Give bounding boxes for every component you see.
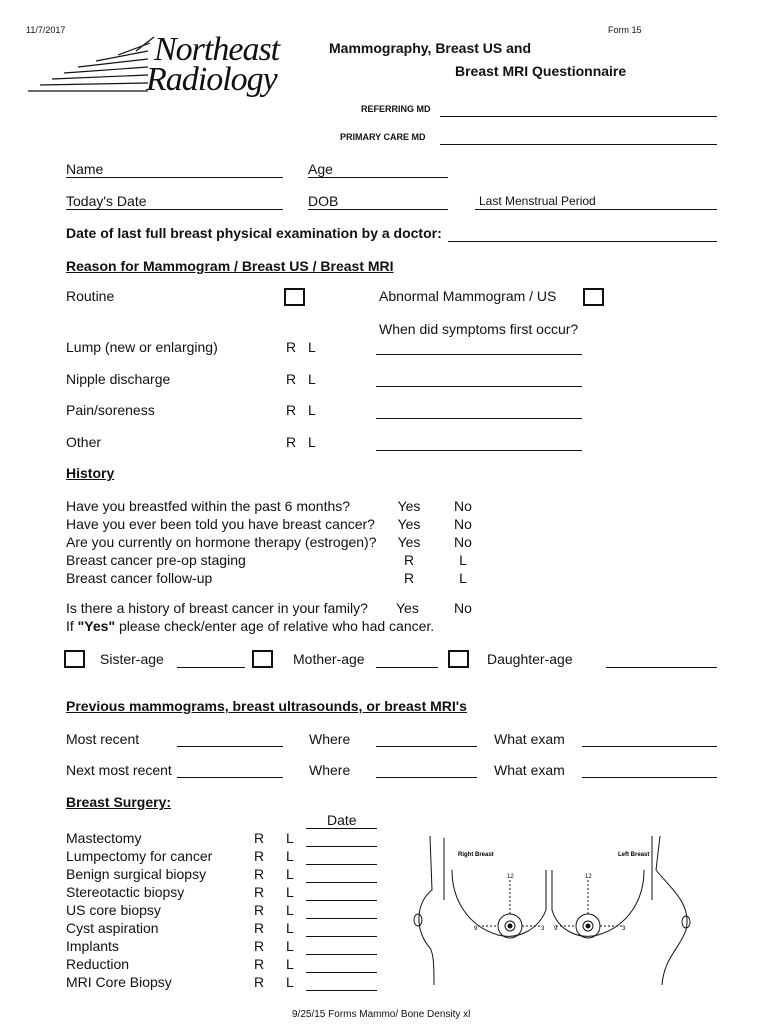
surgery-date-field[interactable] [306,846,377,847]
surgery-left[interactable]: L [286,956,294,972]
form-title-line2: Breast MRI Questionnaire [455,63,627,79]
daughter-age-label: Daughter-age [487,651,573,667]
mother-age-label: Mother-age [293,651,365,667]
daughter-checkbox[interactable] [448,650,469,668]
surgery-left[interactable]: L [286,920,294,936]
history-question: Breast cancer follow-up [66,570,213,586]
mother-checkbox[interactable] [252,650,273,668]
history-answer-option[interactable]: Yes [397,516,421,532]
surgery-item: Implants [66,938,119,954]
dob-field[interactable] [308,209,448,210]
sister-checkbox[interactable] [64,650,85,668]
surgery-date-field[interactable] [306,990,377,991]
history-answer-option[interactable]: R [403,570,415,586]
age-label: Age [308,161,333,177]
what-exam-field[interactable] [582,777,717,778]
surgery-right[interactable]: R [254,920,265,936]
routine-label: Routine [66,288,115,304]
where-field[interactable] [376,777,477,778]
sister-age-field[interactable] [177,667,245,668]
surgery-date-field[interactable] [306,954,377,955]
history-answer-option[interactable]: No [454,516,472,532]
surgery-date-field[interactable] [306,972,377,973]
form-number: Form 15 [608,25,642,35]
family-history-yes[interactable]: Yes [396,600,419,616]
surgery-item: US core biopsy [66,902,161,918]
surgery-right[interactable]: R [254,830,265,846]
logo-radiology: Radiology [146,61,277,98]
symptom-right[interactable]: R [286,434,297,450]
primary-care-md-label: PRIMARY CARE MD [340,132,426,142]
mother-age-field[interactable] [376,667,438,668]
surgery-date-field[interactable] [306,918,377,919]
lmp-field[interactable] [475,209,717,210]
family-instruction [66,618,434,634]
header-date: 11/7/2017 [26,25,66,35]
clock-3-left: 3 [622,926,626,932]
surgery-left[interactable]: L [286,902,294,918]
history-answer-option[interactable]: L [459,570,467,586]
todays-date-label: Today's Date [66,193,147,209]
history-answer-option[interactable]: No [454,534,472,550]
symptom-left[interactable]: L [308,434,316,450]
previous-exams-heading: Previous mammograms, breast ultrasounds, or breast MRI's [66,698,467,714]
what-exam-label: What exam [494,762,565,778]
referring-md-label: REFERRING MD [361,104,431,114]
abnormal-checkbox[interactable] [583,288,604,306]
breast-diagram[interactable] [408,830,698,990]
symptom-label: Nipple discharge [66,371,171,387]
surgery-right[interactable]: R [254,902,265,918]
surgery-date-field[interactable] [306,936,377,937]
surgery-right[interactable]: R [254,956,265,972]
next-most-recent-field[interactable] [177,777,283,778]
surgery-right[interactable]: R [254,938,265,954]
history-question: Have you ever been told you have breast cancer? [66,516,375,532]
left-breast-label: Left Breast [618,852,650,858]
todays-date-field[interactable] [66,209,283,210]
referring-md-field[interactable] [440,116,717,117]
surgery-left[interactable]: L [286,884,294,900]
if-label: If [66,618,78,634]
dob-label: DOB [308,193,339,209]
history-answers-1 [396,497,422,587]
if-yes-emphasis: "Yes" [77,618,116,634]
surgery-date-field[interactable] [306,882,377,883]
surgery-item: Mastectomy [66,830,142,846]
right-breast-label: Right Breast [458,852,494,858]
primary-care-md-field[interactable] [440,144,717,145]
surgery-left[interactable]: L [286,938,294,954]
date-column-header: Date [327,812,357,828]
surgery-list [66,829,212,991]
history-answer-option[interactable]: Yes [397,498,421,514]
clock-9-left: 9 [554,926,558,932]
surgery-item: Lumpectomy for cancer [66,848,213,864]
symptom-left[interactable]: L [308,371,316,387]
routine-checkbox[interactable] [284,288,305,306]
history-answer-option[interactable]: No [454,498,472,514]
symptoms-question: When did symptoms first occur? [379,321,579,337]
surgery-item: Cyst aspiration [66,920,159,936]
sister-age-label: Sister-age [100,651,164,667]
form-title-line1: Mammography, Breast US and [329,40,532,56]
surgery-right-column [254,829,264,991]
surgery-item: Reduction [66,956,130,972]
history-question: Have you breastfed within the past 6 months? [66,498,351,514]
history-answers-2 [452,497,474,587]
history-heading: History [66,465,115,481]
symptom-left[interactable]: L [308,339,316,355]
logo-northeast: Northeast [154,31,280,68]
surgery-left[interactable]: L [286,974,294,990]
symptom-date-field[interactable] [376,354,582,355]
most-recent-label: Most recent [66,731,140,747]
symptom-label: Lump (new or enlarging) [66,339,218,355]
clock-12-right: 12 [507,874,514,880]
history-question: Breast cancer pre-op staging [66,552,246,568]
surgery-right[interactable]: R [254,884,265,900]
symptom-right[interactable]: R [286,339,297,355]
surgery-date-field[interactable] [306,900,377,901]
what-exam-field[interactable] [582,746,717,747]
surgery-right[interactable]: R [254,866,265,882]
reason-heading: Reason for Mammogram / Breast US / Breast MRI [66,258,394,274]
where-label: Where [309,762,351,778]
clock-3-right: 3 [541,926,545,932]
if-rest: please check/enter age of relative who had cancer. [115,618,435,634]
age-field[interactable] [308,177,448,178]
name-field[interactable] [66,177,283,178]
family-history-question: Is there a history of breast cancer in your family? [66,600,368,616]
history-questions [66,497,377,587]
footer-note: 9/25/15 Forms Mammo/ Bone Density xl [292,1009,471,1020]
last-exam-label: Date of last full breast physical examination by a doctor: [66,225,442,241]
surgery-left-column [286,829,294,991]
symptom-date-field[interactable] [376,386,582,387]
symptom-date-field[interactable] [376,450,582,451]
history-answer-option[interactable]: Yes [397,534,421,550]
where-label: Where [309,731,351,747]
history-answer-option[interactable]: L [459,552,467,568]
breast-surgery-heading: Breast Surgery: [66,794,172,810]
surgery-item: Stereotactic biopsy [66,884,185,900]
abnormal-label: Abnormal Mammogram / US [379,288,557,304]
clock-9-right: 9 [474,926,478,932]
symptom-right[interactable]: R [286,371,297,387]
surgery-right[interactable]: R [254,848,265,864]
daughter-age-field[interactable] [606,667,717,668]
where-field[interactable] [376,746,477,747]
symptom-date-field[interactable] [376,418,582,419]
symptom-left[interactable]: L [308,402,316,418]
symptom-right[interactable]: R [286,402,297,418]
symptom-label: Other [66,434,102,450]
lmp-label: Last Menstrual Period [479,194,596,208]
surgery-left[interactable]: L [286,866,294,882]
surgery-item: MRI Core Biopsy [66,974,172,990]
surgery-left[interactable]: L [286,848,294,864]
name-label: Name [66,161,104,177]
surgery-left[interactable]: L [286,830,294,846]
symptom-label: Pain/soreness [66,402,155,418]
most-recent-field[interactable] [177,746,283,747]
history-question: Are you currently on hormone therapy (estrogen)? [66,534,377,550]
clock-12-left: 12 [585,874,592,880]
surgery-date-field[interactable] [306,864,377,865]
northeast-radiology-logo [26,33,316,103]
surgery-item: Benign surgical biopsy [66,866,207,882]
family-history-no[interactable]: No [454,600,472,616]
surgery-right[interactable]: R [254,974,265,990]
last-exam-field[interactable] [448,241,717,242]
history-answer-option[interactable]: R [403,552,415,568]
date-header-line [306,828,377,829]
what-exam-label: What exam [494,731,565,747]
next-most-recent-label: Next most recent [66,762,172,778]
